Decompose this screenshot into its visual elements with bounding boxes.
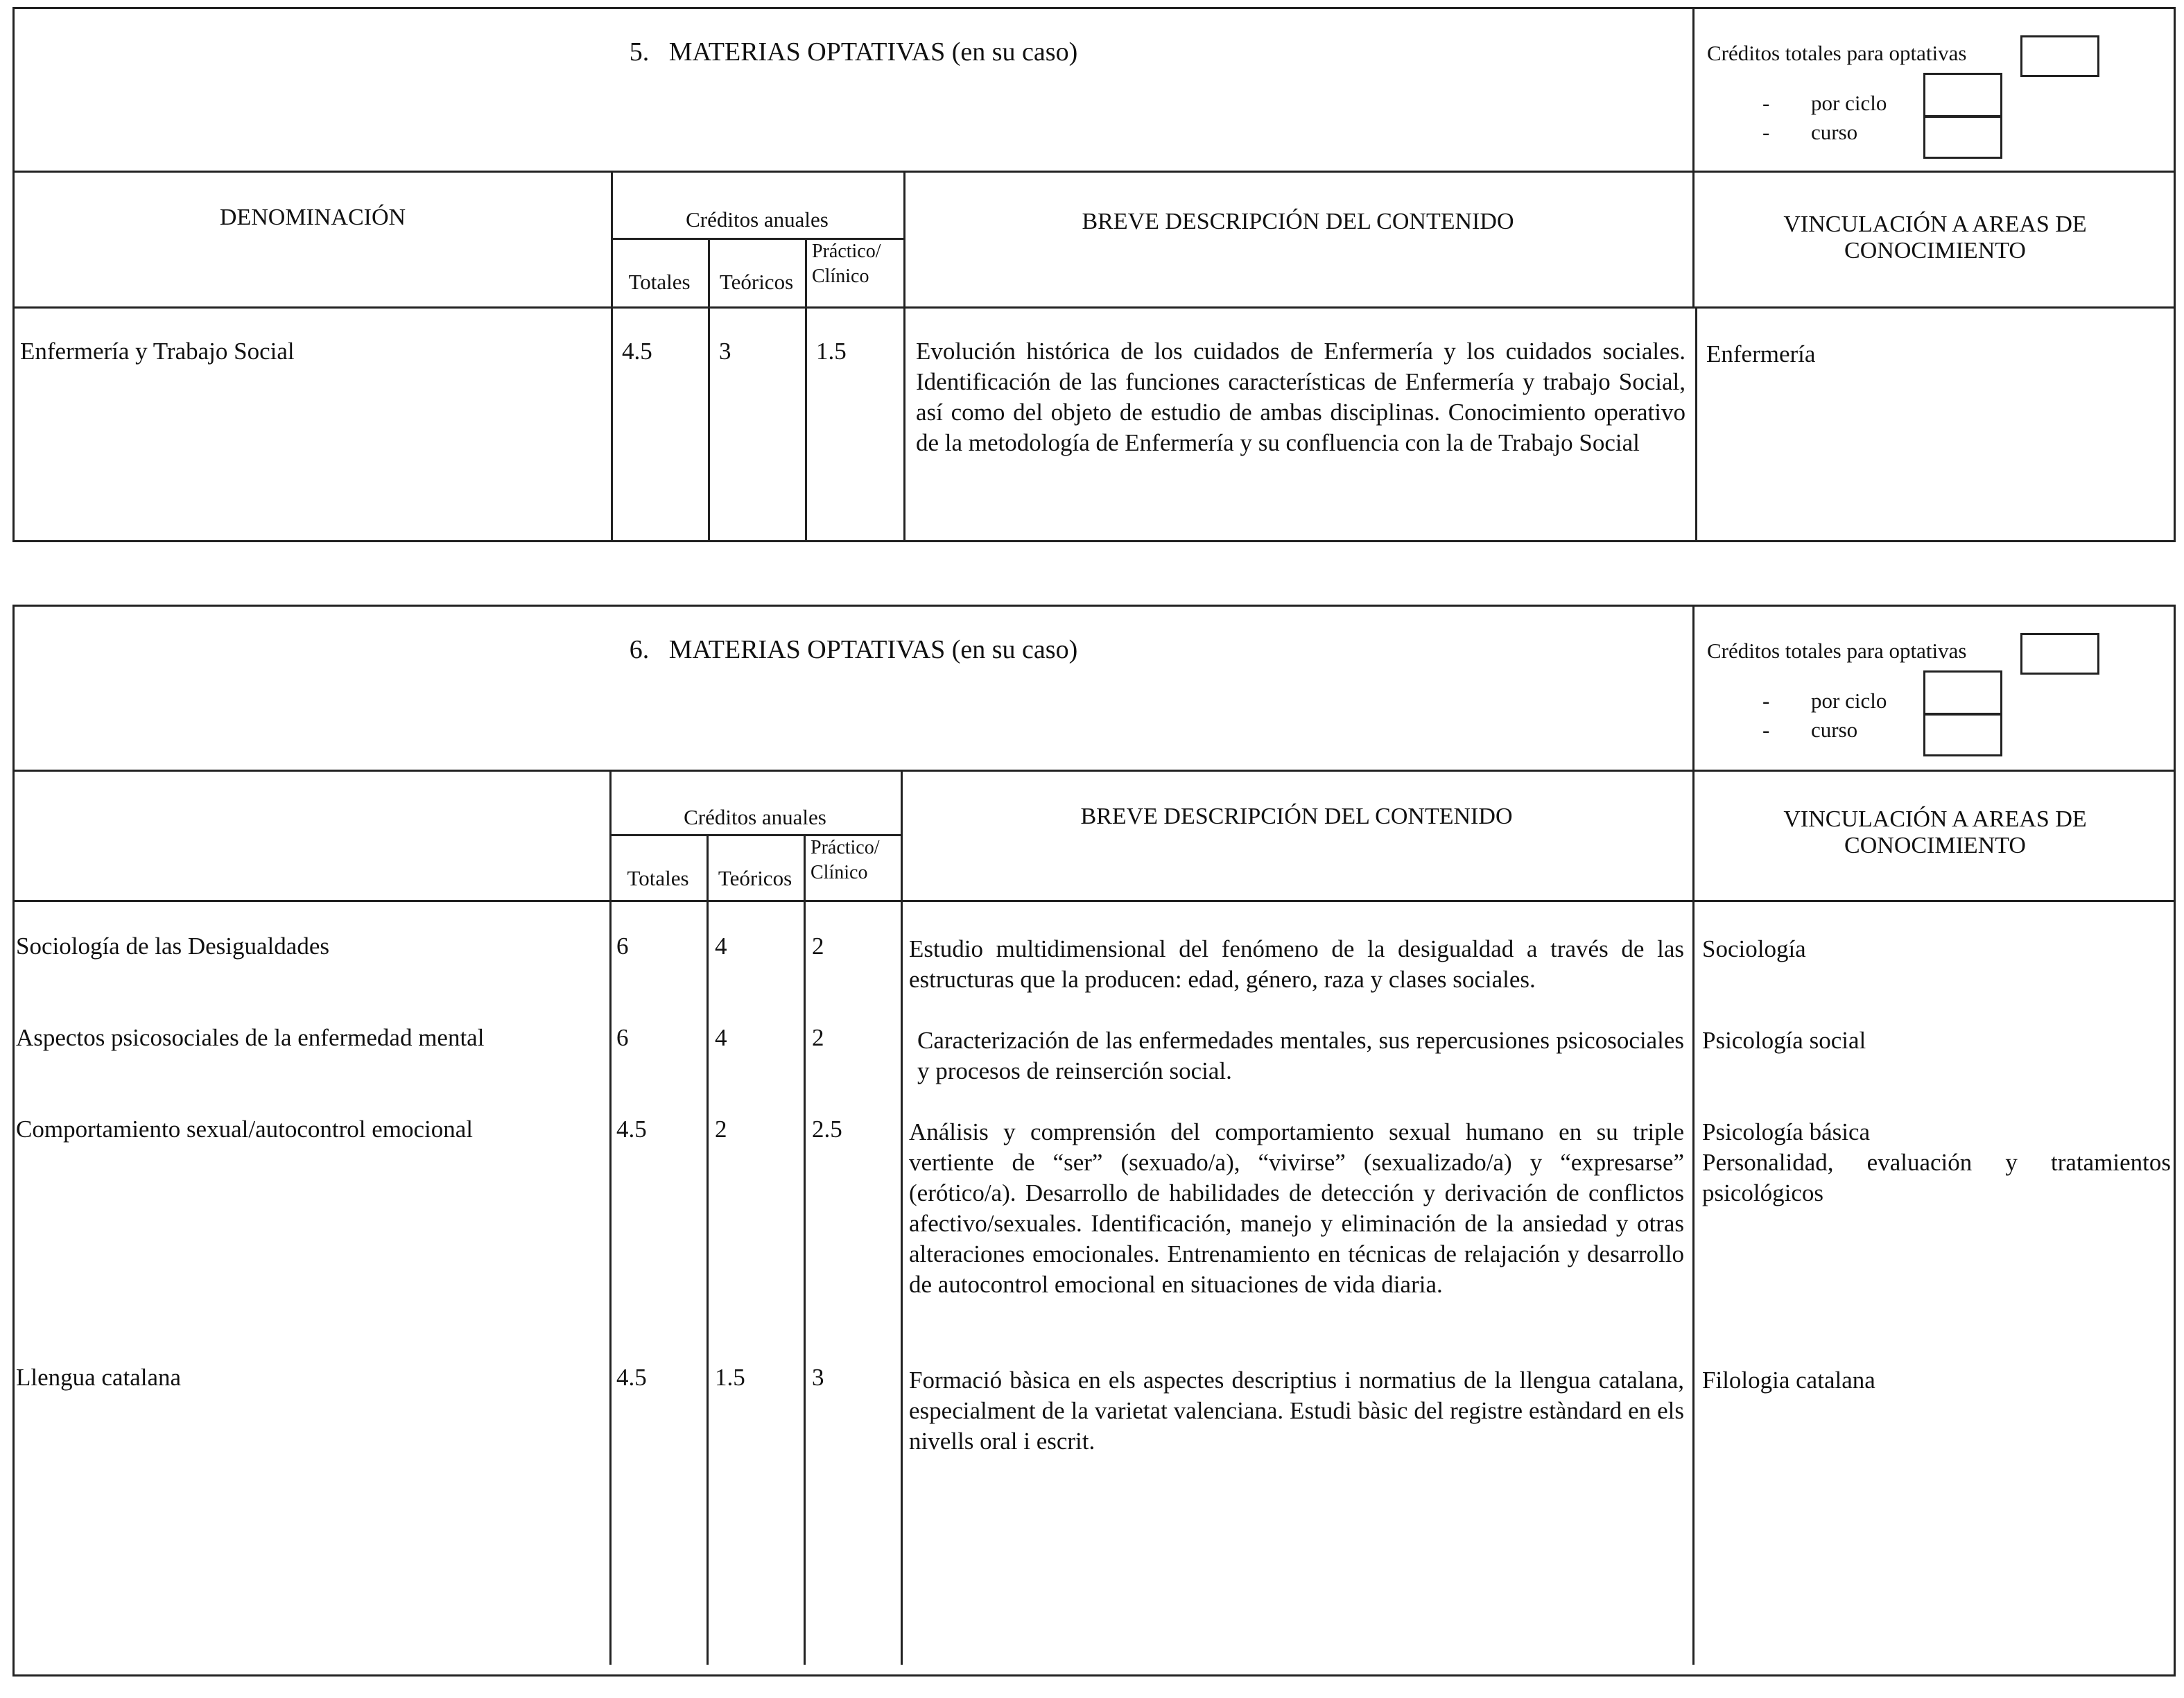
- col-clinico: Clínico: [811, 862, 868, 883]
- row-descripcion: Caracterización de las enfermedades mentales, sus repercusiones psicosociales y procesos de reinserción social.: [917, 1027, 1684, 1084]
- col-vinculacion: [1692, 211, 2178, 264]
- row-descripcion: Análisis y comprensión del comportamiento sexual humano en su triple vertiente de “ser” (sexuado/a), “vivirse” (sexualizado/a) y “expresarse” (erótico/a). Desarrollo de habilidades de detección y derivación de conflictos afectivo/sexuales. Identificación, manejo y eliminación de la ansiedad y otras alteraciones emocionales. Entrenamiento en técnicas de relajación y desarrollo de autocontrol emocional en situaciones de vida diaria.: [909, 1118, 1684, 1298]
- col-vinculacion: [1692, 806, 2178, 859]
- row-totales: 4.5: [616, 1364, 647, 1391]
- col-teoricos: Teóricos: [718, 866, 792, 890]
- row-practico: 3: [812, 1364, 824, 1391]
- col-descripcion: BREVE DESCRIPCIÓN DEL CONTENIDO: [1082, 209, 1514, 234]
- col-practico: Práctico/: [812, 241, 881, 262]
- row-area-secondary: Personalidad, evaluación y tratamientos psicológicos: [1702, 1149, 2171, 1206]
- credits-ciclo-label: por ciclo: [1811, 688, 1887, 713]
- row-practico: 2: [812, 1024, 824, 1051]
- col-teoricos: Teóricos: [719, 270, 794, 294]
- row-descripcion: Evolución histórica de los cuidados de Enfermería y los cuidados sociales. Identificación de las funciones características de Enfermería y trabajo Social, así como del objeto de estudio de ambas disciplinas. Conocimiento operativo de la metodología de Enfermería y su confluencia con la de Trabajo Social: [916, 338, 1685, 456]
- row-area: Filologia catalana: [1702, 1367, 1875, 1394]
- row-totales: 6: [616, 933, 629, 960]
- credits-panel: [1692, 607, 2174, 770]
- credits-curso-line: - curso: [1762, 120, 1858, 144]
- row-teoricos: 4: [715, 1024, 727, 1051]
- credits-curso-box: [1923, 713, 2002, 756]
- row-teoricos: 4: [715, 933, 727, 960]
- credits-total-box: [2020, 633, 2099, 675]
- row-area: Psicología básica: [1702, 1118, 1871, 1145]
- row-teoricos: 1.5: [715, 1364, 745, 1391]
- col-totales: Totales: [628, 270, 691, 294]
- credits-ciclo-label: por ciclo: [1811, 91, 1887, 115]
- col-vinculacion-line2: CONOCIMIENTO: [1844, 833, 2026, 858]
- row-descripcion: Estudio multidimensional del fenómeno de la desigualdad a través de las estructuras que la producen: edad, género, raza y clases sociales.: [909, 935, 1684, 993]
- row-area: Sociología: [1702, 935, 1806, 962]
- table-body: [15, 309, 2174, 540]
- row-practico: 2: [812, 933, 824, 960]
- row-totales: 4.5: [622, 338, 652, 365]
- credits-panel: [1692, 9, 2174, 171]
- row-teoricos: 2: [715, 1116, 727, 1143]
- row-name: Sociología de las Desigualdades: [16, 933, 329, 960]
- row-area: Psicología social: [1702, 1027, 1866, 1054]
- col-creditos-anuales: Créditos anuales: [684, 805, 826, 829]
- credits-curso-box: [1923, 116, 2002, 159]
- table-body: [15, 902, 2174, 1665]
- credits-curso-line: - curso: [1762, 718, 1858, 742]
- row-descripcion: Formació bàsica en els aspectes descriptius i normatius de la llengua catalana, especialment de la varietat valenciana. Estudi bàsic del registre estàndard en els nivells oral i escrit.: [909, 1367, 1684, 1455]
- section-title: 6. MATERIAS OPTATIVAS (en su caso): [629, 635, 1078, 664]
- section-header: [15, 9, 2174, 173]
- section-title: 5. MATERIAS OPTATIVAS (en su caso): [629, 37, 1078, 67]
- col-practico: Práctico/: [811, 837, 880, 858]
- optativas-section-5: [12, 7, 2176, 542]
- credits-ciclo-box: [1923, 73, 2002, 117]
- col-vinculacion-line2: CONOCIMIENTO: [1844, 238, 2026, 263]
- row-totales: 4.5: [616, 1116, 647, 1143]
- col-creditos-anuales: Créditos anuales: [686, 207, 829, 232]
- row-practico: 2.5: [812, 1116, 842, 1143]
- credits-ciclo-box: [1923, 670, 2002, 715]
- row-practico: 1.5: [816, 338, 847, 365]
- row-name: Enfermería y Trabajo Social: [20, 338, 295, 365]
- col-vinculacion-line1: VINCULACIÓN A AREAS DE: [1783, 806, 2087, 832]
- col-denominacion: DENOMINACIÓN: [219, 205, 406, 230]
- credits-ciclo-line: - por ciclo: [1762, 688, 1887, 713]
- section-header: [15, 607, 2174, 772]
- col-totales: Totales: [627, 866, 689, 890]
- col-vinculacion-line1: VINCULACIÓN A AREAS DE: [1783, 211, 2087, 237]
- credits-ciclo-line: - por ciclo: [1762, 91, 1887, 115]
- credits-curso-label: curso: [1811, 718, 1858, 742]
- column-headers: [15, 772, 2174, 902]
- column-headers: [15, 173, 2174, 309]
- row-area: Enfermería: [1706, 340, 1816, 367]
- row-name: Comportamiento sexual/autocontrol emocional: [16, 1116, 474, 1143]
- row-name: Llengua catalana: [16, 1364, 182, 1391]
- credits-total-box: [2020, 35, 2099, 77]
- col-clinico: Clínico: [812, 266, 869, 287]
- col-descripcion: BREVE DESCRIPCIÓN DEL CONTENIDO: [1080, 804, 1513, 829]
- optativas-section-6: [12, 605, 2176, 1677]
- row-name: Aspectos psicosociales de la enfermedad mental: [16, 1024, 485, 1051]
- credits-total-label: Créditos totales para optativas: [1707, 41, 1967, 65]
- row-totales: 6: [616, 1024, 629, 1051]
- row-teoricos: 3: [719, 338, 731, 365]
- credits-curso-label: curso: [1811, 120, 1858, 144]
- credits-total-label: Créditos totales para optativas: [1707, 639, 1967, 663]
